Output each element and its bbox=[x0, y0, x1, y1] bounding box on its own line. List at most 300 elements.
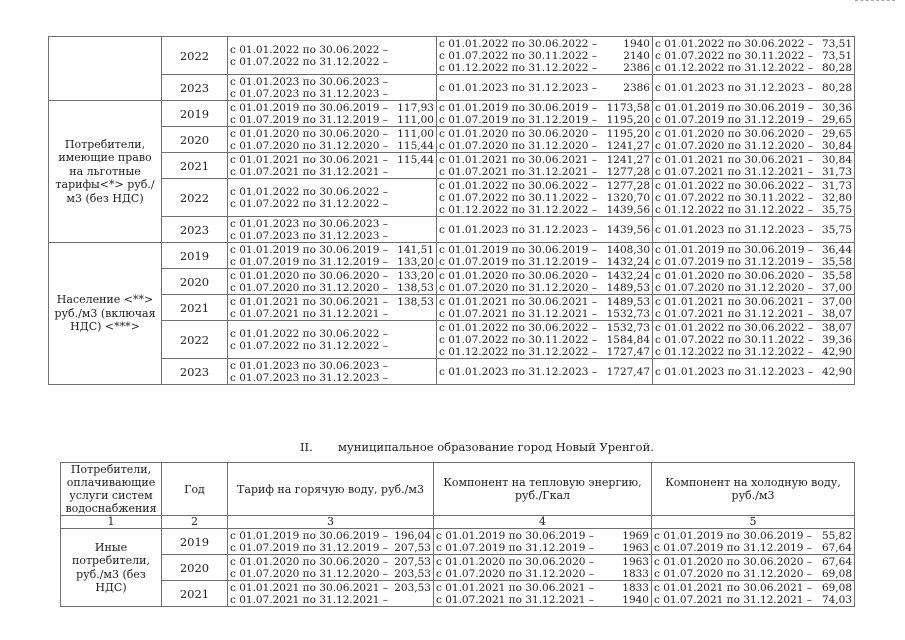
year-cell: 2019 bbox=[162, 101, 228, 127]
tariff-line bbox=[655, 282, 852, 294]
tariff-period: с 01.01.2021 по 30.06.2021 – bbox=[655, 153, 814, 166]
tariff-period: с 01.07.2022 по 30.11.2022 – bbox=[439, 333, 598, 346]
tariff-line bbox=[654, 582, 852, 594]
tariff-value: 29,65 bbox=[821, 113, 852, 126]
tariff-value: 69,08 bbox=[821, 567, 852, 580]
tariff-value: 32,80 bbox=[821, 191, 852, 204]
tariff-period: с 01.01.2020 по 30.06.2020 – bbox=[439, 269, 598, 282]
tariff-value: 1432,24 bbox=[606, 269, 650, 282]
column-number: 2 bbox=[162, 516, 228, 529]
section-title-text: муниципальное образование город Новый Уренгой. bbox=[338, 440, 654, 454]
tariff-table-body bbox=[49, 37, 855, 385]
cold-water-component-cell bbox=[653, 75, 855, 101]
heat-component-cell bbox=[437, 127, 653, 153]
tariff-line bbox=[230, 542, 431, 554]
year-cell: 2023 bbox=[162, 217, 228, 243]
table-row bbox=[49, 243, 855, 269]
tariff-line bbox=[655, 192, 852, 204]
tariff-value: 133,20 bbox=[397, 269, 434, 282]
tariff-value: 1439,56 bbox=[606, 223, 650, 236]
heat-component-cell bbox=[434, 555, 652, 581]
tariff-period: с 01.01.2019 по 30.06.2019 – bbox=[230, 243, 389, 256]
tariff-value: 1320,70 bbox=[606, 191, 650, 204]
tariff-value: 1432,24 bbox=[606, 255, 650, 268]
table-header-row bbox=[61, 463, 855, 516]
tariff-period: с 01.07.2019 по 31.12.2019 – bbox=[230, 541, 389, 554]
tariff-period: с 01.01.2020 по 30.06.2020 – bbox=[436, 555, 595, 568]
tariff-line: с 01.01.2022 по 30.06.2022 – bbox=[230, 185, 389, 198]
tariff-line bbox=[439, 282, 650, 294]
table-row bbox=[49, 269, 855, 295]
tariff-period: с 01.07.2019 по 31.12.2019 – bbox=[230, 255, 389, 268]
header-heat-component: Компонент на тепловую энергию, руб./Гкал bbox=[434, 463, 652, 516]
tariff-line bbox=[439, 308, 650, 320]
heat-component-cell bbox=[434, 529, 652, 555]
year-cell: 2020 bbox=[162, 127, 228, 153]
tariff-line bbox=[655, 366, 852, 378]
year-cell: 2022 bbox=[162, 179, 228, 217]
tariff-line bbox=[230, 128, 434, 140]
tariff-period: с 01.12.2022 по 31.12.2022 – bbox=[439, 345, 598, 358]
tariff-line bbox=[436, 542, 649, 554]
tariff-line bbox=[654, 568, 852, 580]
tariff-value: 207,53 bbox=[394, 555, 431, 568]
tariff-period: с 01.12.2022 по 31.12.2022 – bbox=[655, 61, 814, 74]
year-cell: 2022 bbox=[162, 321, 228, 359]
tariff-period: с 01.01.2022 по 30.06.2022 – bbox=[439, 179, 598, 192]
tariff-value: 31,73 bbox=[821, 165, 852, 178]
tariff-line: с 01.07.2023 по 31.12.2023 – bbox=[230, 371, 389, 384]
tariff-value: 1833 bbox=[622, 567, 649, 580]
tariff-line bbox=[230, 270, 434, 282]
tariff-value: 30,84 bbox=[821, 139, 852, 152]
tariff-value: 36,44 bbox=[821, 243, 852, 256]
tariff-period: с 01.12.2022 по 31.12.2022 – bbox=[655, 345, 814, 358]
hot-water-tariff-cell bbox=[228, 101, 437, 127]
table-row bbox=[61, 581, 855, 607]
tariff-line: с 01.01.2022 по 30.06.2022 – bbox=[230, 327, 389, 340]
tariff-value: 35,75 bbox=[821, 223, 852, 236]
heat-component-cell bbox=[437, 269, 653, 295]
tariff-period: с 01.01.2019 по 30.06.2019 – bbox=[439, 243, 598, 256]
tariff-line bbox=[655, 346, 852, 358]
tariff-period: с 01.01.2021 по 30.06.2021 – bbox=[439, 153, 598, 166]
tariff-period: с 01.07.2020 по 31.12.2020 – bbox=[439, 139, 598, 152]
cold-water-component-cell bbox=[653, 37, 855, 75]
tariff-line bbox=[655, 102, 852, 114]
table-row bbox=[49, 37, 855, 75]
heat-component-cell bbox=[437, 101, 653, 127]
cold-water-component-cell bbox=[653, 217, 855, 243]
header-hot-water-tariff: Тариф на горячую воду, руб./м3 bbox=[228, 463, 434, 516]
cold-water-component-cell bbox=[653, 127, 855, 153]
tariff-line bbox=[439, 166, 650, 178]
tariff-period: с 01.07.2021 по 31.12.2021 – bbox=[655, 165, 814, 178]
cold-water-component-cell bbox=[653, 295, 855, 321]
tariff-period: с 01.01.2020 по 30.06.2020 – bbox=[655, 269, 814, 282]
year-cell: 2020 bbox=[162, 555, 228, 581]
tariff-period: с 01.01.2022 по 30.06.2022 – bbox=[655, 179, 814, 192]
tariff-line: с 01.01.2023 по 30.06.2023 – bbox=[230, 75, 389, 88]
tariff-period: с 01.01.2020 по 30.06.2020 – bbox=[230, 127, 389, 140]
tariff-value: 73,51 bbox=[821, 37, 852, 50]
hot-water-tariff-cell bbox=[228, 127, 437, 153]
cold-water-component-cell bbox=[653, 269, 855, 295]
tariff-line bbox=[439, 366, 650, 378]
tariff-period: с 01.07.2019 по 31.12.2019 – bbox=[655, 113, 814, 126]
tariff-period: с 01.07.2020 по 31.12.2020 – bbox=[230, 281, 389, 294]
tariff-line bbox=[230, 244, 434, 256]
tariff-period: с 01.07.2022 по 30.11.2022 – bbox=[655, 191, 814, 204]
tariff-table-continued bbox=[48, 36, 855, 385]
tariff-line bbox=[655, 166, 852, 178]
tariff-value: 1532,73 bbox=[606, 321, 650, 334]
tariff-value: 42,90 bbox=[821, 345, 852, 358]
tariff-period: с 01.01.2022 по 30.06.2022 – bbox=[439, 37, 598, 50]
tariff-period: с 01.07.2021 по 31.12.2021 – bbox=[436, 593, 595, 606]
tariff-value: 115,44 bbox=[397, 153, 434, 166]
tariff-value: 1173,58 bbox=[606, 101, 650, 114]
tariff-line bbox=[439, 270, 650, 282]
hot-water-tariff-cell bbox=[228, 179, 437, 217]
tariff-value: 117,93 bbox=[397, 101, 434, 114]
tariff-period: с 01.01.2023 по 31.12.2023 – bbox=[439, 223, 598, 236]
tariff-line bbox=[230, 282, 434, 294]
tariff-line bbox=[230, 296, 434, 308]
hot-water-tariff-cell bbox=[228, 217, 437, 243]
tariff-value: 1241,27 bbox=[606, 153, 650, 166]
table-row bbox=[49, 321, 855, 359]
tariff-value: 1489,53 bbox=[606, 295, 650, 308]
year-cell: 2021 bbox=[162, 295, 228, 321]
consumer-category: Потребители, имеющие право на льготные тарифы<*> руб./м3 (без НДС) bbox=[49, 101, 162, 243]
tariff-line bbox=[230, 582, 431, 594]
tariff-line bbox=[230, 114, 434, 126]
tariff-line bbox=[436, 556, 649, 568]
tariff-value: 1969 bbox=[622, 529, 649, 542]
tariff-line bbox=[655, 322, 852, 334]
tariff-period: с 01.01.2019 по 30.06.2019 – bbox=[654, 529, 813, 542]
tariff-line bbox=[230, 556, 431, 568]
tariff-period: с 01.01.2023 по 31.12.2023 – bbox=[655, 81, 814, 94]
tariff-line: с 01.07.2022 по 31.12.2022 – bbox=[230, 55, 389, 68]
hot-water-tariff-cell bbox=[228, 359, 437, 385]
tariff-value: 1727,47 bbox=[606, 365, 650, 378]
table-row bbox=[49, 127, 855, 153]
tariff-value: 30,36 bbox=[821, 101, 852, 114]
tariff-line: с 01.07.2023 по 31.12.2023 – bbox=[230, 229, 389, 242]
tariff-value: 207,53 bbox=[394, 541, 431, 554]
tariff-table-body bbox=[61, 463, 855, 607]
tariff-value: 141,51 bbox=[397, 243, 434, 256]
tariff-value: 55,82 bbox=[821, 529, 852, 542]
tariff-period: с 01.07.2022 по 30.11.2022 – bbox=[655, 49, 814, 62]
tariff-line bbox=[436, 530, 649, 542]
tariff-line bbox=[654, 530, 852, 542]
tariff-value: 1489,53 bbox=[606, 281, 650, 294]
tariff-line bbox=[439, 140, 650, 152]
tariff-line bbox=[439, 154, 650, 166]
section-number: II. bbox=[300, 440, 313, 454]
tariff-line: с 01.07.2021 по 31.12.2021 – bbox=[230, 307, 389, 320]
tariff-period: с 01.07.2021 по 31.12.2021 – bbox=[654, 593, 813, 606]
year-cell: 2022 bbox=[162, 37, 228, 75]
tariff-value: 1940 bbox=[623, 37, 650, 50]
tariff-value: 1195,20 bbox=[606, 127, 650, 140]
tariff-value: 37,00 bbox=[821, 281, 852, 294]
consumer-category: Население <**> руб./м3 (включая НДС) <***> bbox=[49, 243, 162, 385]
tariff-period: с 01.01.2019 по 30.06.2019 – bbox=[655, 243, 814, 256]
tariff-value: 80,28 bbox=[821, 61, 852, 74]
tariff-period: с 01.07.2020 по 31.12.2020 – bbox=[436, 567, 595, 580]
tariff-period: с 01.07.2019 по 31.12.2019 – bbox=[655, 255, 814, 268]
tariff-period: с 01.01.2021 по 30.06.2021 – bbox=[655, 295, 814, 308]
cold-water-component-cell bbox=[653, 179, 855, 217]
tariff-line: с 01.01.2023 по 30.06.2023 – bbox=[230, 217, 389, 230]
tariff-period: с 01.01.2019 по 30.06.2019 – bbox=[230, 529, 389, 542]
tariff-line bbox=[230, 102, 434, 114]
tariff-period: с 01.01.2019 по 30.06.2019 – bbox=[230, 101, 389, 114]
cold-water-component-cell bbox=[653, 243, 855, 269]
tariff-line bbox=[655, 204, 852, 216]
tariff-line bbox=[230, 568, 431, 580]
tariff-period: с 01.01.2020 по 30.06.2020 – bbox=[230, 269, 389, 282]
table-row bbox=[49, 295, 855, 321]
tariff-period: с 01.01.2023 по 31.12.2023 – bbox=[655, 223, 814, 236]
tariff-line bbox=[655, 296, 852, 308]
heat-component-cell bbox=[437, 153, 653, 179]
tariff-value: 67,64 bbox=[821, 541, 852, 554]
tariff-period: с 01.01.2021 по 30.06.2021 – bbox=[654, 581, 813, 594]
tariff-line bbox=[655, 50, 852, 62]
tariff-period: с 01.01.2019 по 30.06.2019 – bbox=[436, 529, 595, 542]
tariff-period: с 01.01.2019 по 30.06.2019 – bbox=[439, 101, 598, 114]
tariff-line bbox=[439, 38, 650, 50]
tariff-value: 35,75 bbox=[821, 203, 852, 216]
tariff-line bbox=[655, 62, 852, 74]
tariff-value: 35,58 bbox=[821, 255, 852, 268]
tariff-value: 1727,47 bbox=[606, 345, 650, 358]
column-number: 3 bbox=[228, 516, 434, 529]
tariff-line bbox=[230, 530, 431, 542]
tariff-value: 37,00 bbox=[821, 295, 852, 308]
cold-water-component-cell bbox=[653, 321, 855, 359]
year-cell: 2019 bbox=[162, 243, 228, 269]
tariff-line bbox=[436, 582, 649, 594]
year-cell: 2021 bbox=[162, 581, 228, 607]
tariff-line bbox=[655, 128, 852, 140]
tariff-period: с 01.07.2020 по 31.12.2020 – bbox=[655, 281, 814, 294]
tariff-line bbox=[436, 568, 649, 580]
tariff-line: с 01.01.2023 по 30.06.2023 – bbox=[230, 359, 389, 372]
tariff-line bbox=[655, 154, 852, 166]
tariff-period: с 01.07.2020 по 31.12.2020 – bbox=[654, 567, 813, 580]
tariff-period: с 01.07.2021 по 31.12.2021 – bbox=[439, 307, 598, 320]
tariff-value: 1940 bbox=[622, 593, 649, 606]
table-row bbox=[49, 75, 855, 101]
tariff-value: 203,53 bbox=[394, 567, 431, 580]
tariff-line bbox=[654, 594, 852, 606]
tariff-period: с 01.07.2021 по 31.12.2021 – bbox=[655, 307, 814, 320]
tariff-line bbox=[439, 244, 650, 256]
tariff-value: 138,53 bbox=[397, 281, 434, 294]
tariff-value: 1833 bbox=[622, 581, 649, 594]
heat-component-cell bbox=[437, 243, 653, 269]
tariff-line: с 01.07.2022 по 31.12.2022 – bbox=[230, 197, 389, 210]
tariff-line bbox=[230, 140, 434, 152]
tariff-period: с 01.01.2020 по 30.06.2020 – bbox=[230, 555, 389, 568]
tariff-period: с 01.07.2022 по 30.11.2022 – bbox=[655, 333, 814, 346]
hot-water-tariff-cell bbox=[228, 581, 434, 607]
tariff-value: 1277,28 bbox=[606, 165, 650, 178]
header-consumers: Потребители, оплачивающие услуги систем водоснабжения bbox=[61, 463, 162, 516]
tariff-period: с 01.01.2022 по 30.06.2022 – bbox=[655, 37, 814, 50]
tariff-period: с 01.07.2019 по 31.12.2019 – bbox=[436, 541, 595, 554]
tariff-value: 38,07 bbox=[821, 307, 852, 320]
heat-component-cell bbox=[434, 581, 652, 607]
tariff-period: с 01.01.2023 по 31.12.2023 – bbox=[439, 365, 598, 378]
tariff-line: с 01.07.2021 по 31.12.2021 – bbox=[230, 593, 389, 606]
tariff-line bbox=[655, 224, 852, 236]
tariff-period: с 01.01.2020 по 30.06.2020 – bbox=[655, 127, 814, 140]
column-number: 5 bbox=[652, 516, 855, 529]
tariff-value: 1963 bbox=[622, 555, 649, 568]
tariff-value: 1277,28 bbox=[606, 179, 650, 192]
heat-component-cell bbox=[437, 295, 653, 321]
tariff-value: 203,53 bbox=[394, 581, 431, 594]
tariff-line bbox=[655, 256, 852, 268]
tariff-line bbox=[439, 346, 650, 358]
hot-water-tariff-cell bbox=[228, 529, 434, 555]
header-cold-water-component: Компонент на холодную воду, руб./м3 bbox=[652, 463, 855, 516]
tariff-value: 111,00 bbox=[397, 113, 434, 126]
tariff-line bbox=[655, 114, 852, 126]
tariff-value: 73,51 bbox=[821, 49, 852, 62]
tariff-period: с 01.01.2019 по 30.06.2019 – bbox=[655, 101, 814, 114]
tariff-period: с 01.07.2019 по 31.12.2019 – bbox=[230, 113, 389, 126]
header-year: Год bbox=[162, 463, 228, 516]
column-number-row bbox=[61, 516, 855, 529]
hot-water-tariff-cell bbox=[228, 295, 437, 321]
heat-component-cell bbox=[437, 321, 653, 359]
consumer-category bbox=[49, 37, 162, 101]
tariff-period: с 01.07.2021 по 31.12.2021 – bbox=[439, 165, 598, 178]
tariff-value: 133,20 bbox=[397, 255, 434, 268]
tariff-value: 38,07 bbox=[821, 321, 852, 334]
tariff-value: 2140 bbox=[623, 49, 650, 62]
tariff-value: 1241,27 bbox=[606, 139, 650, 152]
tariff-value: 30,84 bbox=[821, 153, 852, 166]
tariff-table-novy-urengoy bbox=[60, 462, 855, 607]
tariff-period: с 01.12.2022 по 31.12.2022 – bbox=[439, 61, 598, 74]
year-cell: 2023 bbox=[162, 359, 228, 385]
tariff-period: с 01.01.2021 по 30.06.2021 – bbox=[230, 153, 389, 166]
tariff-value: 2386 bbox=[623, 81, 650, 94]
tariff-line bbox=[655, 270, 852, 282]
tariff-value: 69,08 bbox=[821, 581, 852, 594]
tariff-period: с 01.01.2021 по 30.06.2021 – bbox=[439, 295, 598, 308]
column-number: 4 bbox=[434, 516, 652, 529]
tariff-period: с 01.01.2023 по 31.12.2023 – bbox=[655, 365, 814, 378]
tariff-period: с 01.07.2020 по 31.12.2020 – bbox=[439, 281, 598, 294]
table-row bbox=[61, 555, 855, 581]
tariff-line bbox=[655, 38, 852, 50]
tariff-value: 115,44 bbox=[397, 139, 434, 152]
tariff-value: 80,28 bbox=[821, 81, 852, 94]
tariff-line bbox=[439, 82, 650, 94]
hot-water-tariff-cell bbox=[228, 153, 437, 179]
tariff-period: с 01.12.2022 по 31.12.2022 – bbox=[655, 203, 814, 216]
hot-water-tariff-cell bbox=[228, 555, 434, 581]
tariff-value: 1195,20 bbox=[606, 113, 650, 126]
tariff-line bbox=[655, 82, 852, 94]
page-edge-mark bbox=[855, 0, 895, 1]
hot-water-tariff-cell bbox=[228, 37, 437, 75]
tariff-period: с 01.01.2022 по 30.06.2022 – bbox=[655, 321, 814, 334]
cold-water-component-cell bbox=[653, 153, 855, 179]
tariff-period: с 01.07.2020 по 31.12.2020 – bbox=[230, 139, 389, 152]
tariff-line bbox=[654, 542, 852, 554]
table-row bbox=[61, 529, 855, 555]
year-cell: 2023 bbox=[162, 75, 228, 101]
tariff-line bbox=[439, 322, 650, 334]
tariff-line bbox=[654, 556, 852, 568]
tariff-period: с 01.01.2021 по 30.06.2021 – bbox=[436, 581, 595, 594]
tariff-period: с 01.07.2020 по 31.12.2020 – bbox=[230, 567, 389, 580]
tariff-line bbox=[230, 154, 434, 166]
cold-water-component-cell bbox=[652, 581, 855, 607]
tariff-value: 67,64 bbox=[821, 555, 852, 568]
tariff-line bbox=[230, 256, 434, 268]
tariff-value: 2386 bbox=[623, 61, 650, 74]
tariff-line bbox=[439, 102, 650, 114]
cold-water-component-cell bbox=[652, 555, 855, 581]
tariff-period: с 01.01.2022 по 30.06.2022 – bbox=[439, 321, 598, 334]
tariff-value: 31,73 bbox=[821, 179, 852, 192]
column-number: 1 bbox=[61, 516, 162, 529]
table-row bbox=[49, 101, 855, 127]
tariff-value: 35,58 bbox=[821, 269, 852, 282]
heat-component-cell bbox=[437, 217, 653, 243]
tariff-line: с 01.07.2023 по 31.12.2023 – bbox=[230, 87, 389, 100]
tariff-value: 29,65 bbox=[821, 127, 852, 140]
table-row bbox=[49, 217, 855, 243]
tariff-period: с 01.01.2021 по 30.06.2021 – bbox=[230, 295, 389, 308]
tariff-line: с 01.07.2021 по 31.12.2021 – bbox=[230, 165, 389, 178]
tariff-period: с 01.07.2019 по 31.12.2019 – bbox=[439, 255, 598, 268]
tariff-line bbox=[439, 204, 650, 216]
tariff-value: 39,36 bbox=[821, 333, 852, 346]
tariff-line bbox=[655, 140, 852, 152]
tariff-period: с 01.01.2023 по 31.12.2023 – bbox=[439, 81, 598, 94]
tariff-line bbox=[439, 334, 650, 346]
tariff-value: 42,90 bbox=[821, 365, 852, 378]
tariff-line: с 01.07.2022 по 31.12.2022 – bbox=[230, 339, 389, 352]
tariff-value: 138,53 bbox=[397, 295, 434, 308]
hot-water-tariff-cell bbox=[228, 75, 437, 101]
heat-component-cell bbox=[437, 37, 653, 75]
tariff-line bbox=[655, 244, 852, 256]
hot-water-tariff-cell bbox=[228, 321, 437, 359]
tariff-line bbox=[655, 180, 852, 192]
year-cell: 2020 bbox=[162, 269, 228, 295]
section-heading bbox=[300, 440, 654, 454]
tariff-line bbox=[439, 50, 650, 62]
table-row bbox=[49, 359, 855, 385]
tariff-value: 74,03 bbox=[821, 593, 852, 606]
tariff-value: 1532,73 bbox=[606, 307, 650, 320]
tariff-line bbox=[439, 62, 650, 74]
